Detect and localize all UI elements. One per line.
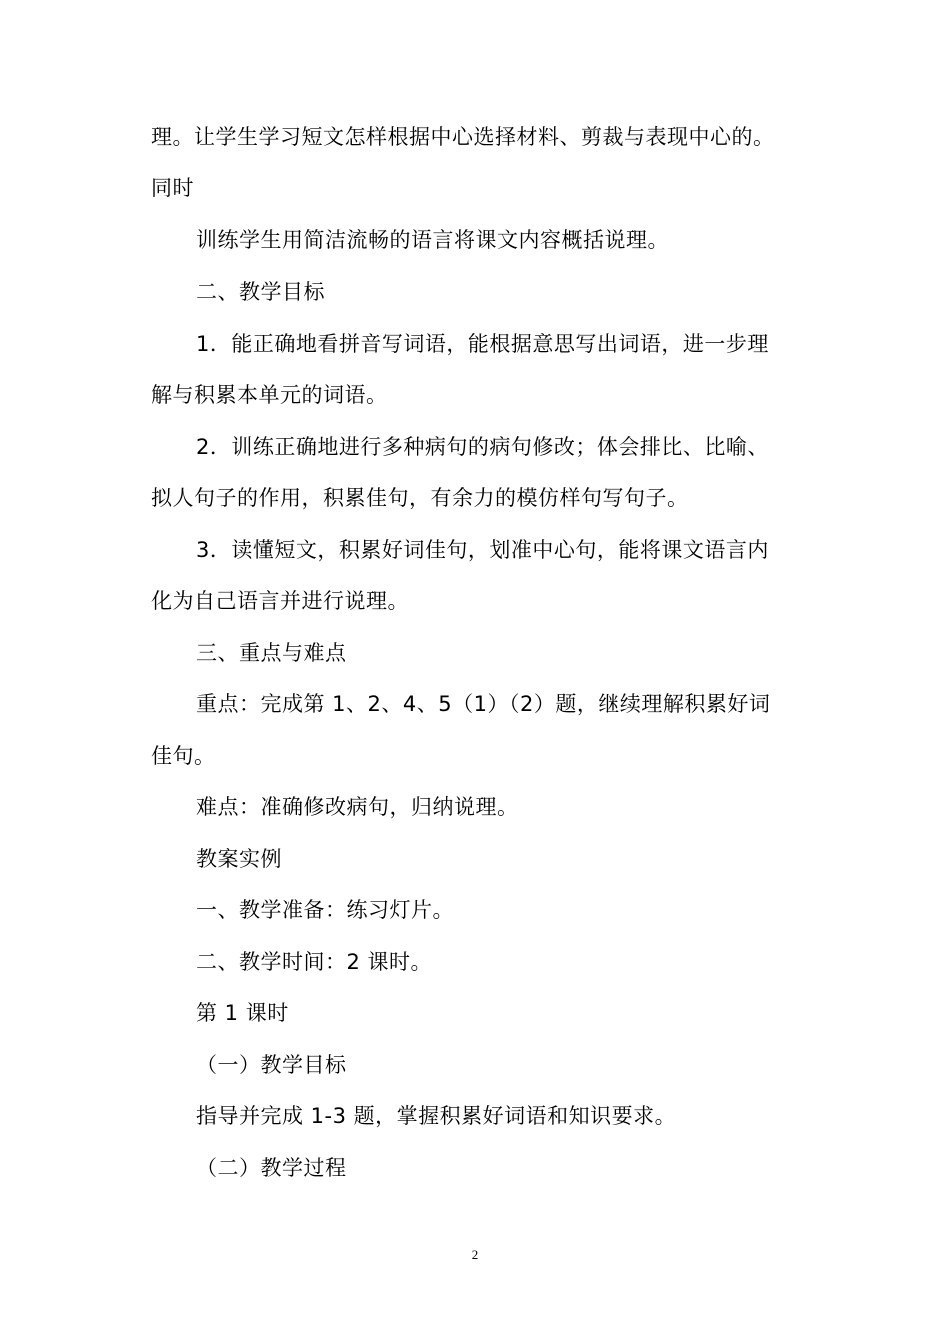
text-line-9: 3．读懂短文，积累好词佳句，划准中心句，能将课文语言内: [196, 538, 769, 562]
text-line-14: 难点：准确修改病句，归纳说理。: [196, 795, 519, 819]
text-line-7: 2．训练正确地进行多种病句的病句修改；体会排比、比喻、: [196, 435, 769, 459]
text-line-19: （一）教学目标: [196, 1053, 347, 1077]
text-line-3: 训练学生用简洁流畅的语言将课文内容概括说理。: [196, 228, 669, 252]
text-line-13: 佳句。: [151, 744, 216, 768]
section-heading-key-points: 三、重点与难点: [196, 641, 347, 665]
text-line-8: 拟人句子的作用，积累佳句，有余力的模仿样句写句子。: [151, 486, 689, 510]
text-line-6: 解与积累本单元的词语。: [151, 383, 388, 407]
text-line-10: 化为自己语言并进行说理。: [151, 589, 409, 613]
section-heading-lesson-example: 教案实例: [196, 847, 282, 871]
text-line-18: 第 1 课时: [196, 1001, 289, 1025]
text-line-2: 同时: [151, 176, 194, 200]
page-number: 2: [471, 1247, 479, 1262]
text-line-17: 二、教学时间：2 课时。: [196, 950, 433, 974]
text-line-5: 1．能正确地看拼音写词语，能根据意思写出词语，进一步理: [196, 332, 769, 356]
text-line-1: 理。让学生学习短文怎样根据中心选择材料、剪裁与表现中心的。: [151, 125, 775, 149]
text-line-16: 一、教学准备：练习灯片。: [196, 898, 454, 922]
text-line-21: （二）教学过程: [196, 1156, 347, 1180]
text-line-20: 指导并完成 1-3 题，掌握积累好词语和知识要求。: [196, 1104, 677, 1128]
section-heading-teaching-goals: 二、教学目标: [196, 280, 325, 304]
text-line-12: 重点：完成第 1、2、4、5（1）（2）题，继续理解积累好词: [196, 692, 771, 716]
